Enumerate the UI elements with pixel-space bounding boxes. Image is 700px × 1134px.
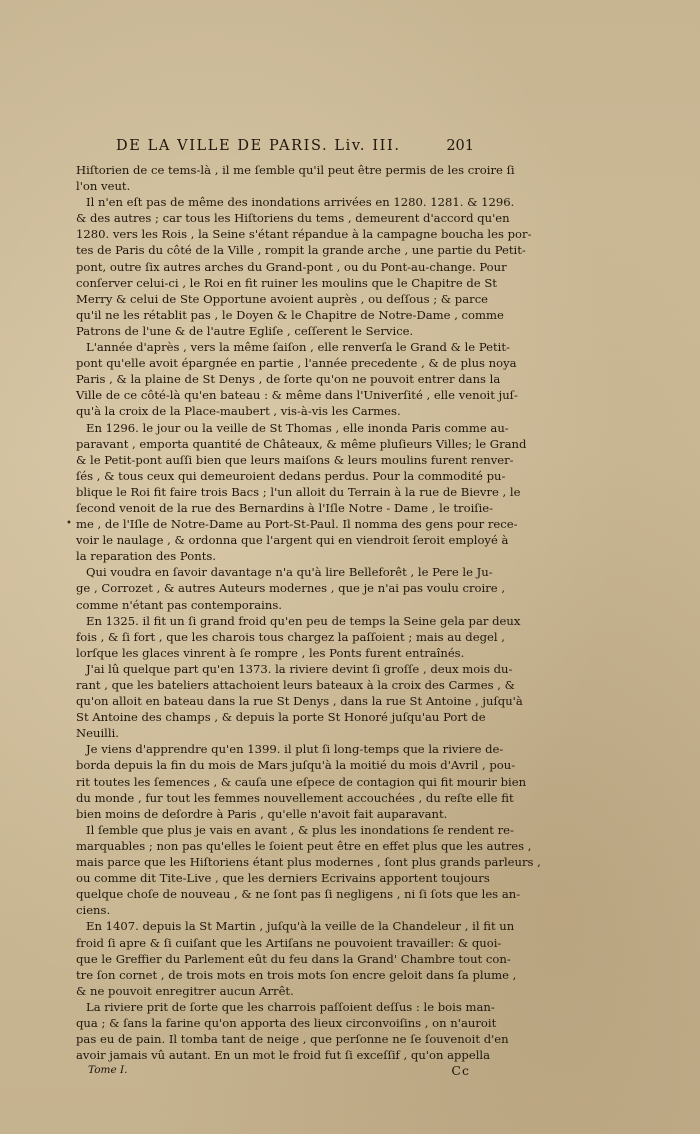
text-line: bien moins de deſordre à Paris , qu'elle n'avoit fait auparavant.	[76, 806, 448, 821]
text-line: Il ſemble que plus je vais en avant , & plus les inondations ſe rendent re-	[86, 822, 514, 837]
text-line: tre ſon cornet , de trois mots en trois mots ſon encre geloit dans ſa plume ,	[76, 967, 517, 982]
signature-mark: Cc	[451, 1063, 470, 1079]
page-footer	[76, 1063, 472, 1081]
page-number: 201	[446, 138, 474, 154]
text-line: La riviere prit de ſorte que les charrois paſſoient deſſus : le bois man-	[86, 999, 495, 1014]
text-line: l'on veut.	[76, 179, 131, 194]
text-line: marquables ; non pas qu'elles le ſoient peut être en effet plus que les autres ,	[76, 838, 532, 853]
text-line: St Antoine des champs , & depuis la porte St Honoré juſqu'au Port de	[76, 710, 486, 725]
text-line: Qui voudra en ſavoir davantage n'a qu'à lire Belleforêt , le Pere le Ju-	[86, 565, 493, 580]
text-line: Neuilli.	[76, 726, 119, 741]
text-line: pont, outre ſix autres arches du Grand-pont , ou du Pont-au-change. Pour	[76, 259, 507, 274]
text-line: rant , que les bateliers attachoient leurs bateaux à la croix des Carmes , &	[76, 678, 515, 692]
text-line: qu'il ne les rétablit pas , le Doyen & le Chapitre de Notre-Dame , comme	[76, 307, 504, 322]
text-line: borda depuis la fin du mois de Mars juſqu'à la moitié du mois d'Avril , pou-	[76, 758, 516, 773]
text-line: Il n'en eſt pas de même des inondations arrivées en 1280. 1281. & 1296.	[86, 195, 515, 210]
text-line: Hiſtorien de ce tems-là , il me ſemble qu'il peut être permis de les croire ſi	[76, 163, 515, 177]
text-line: la reparation des Ponts.	[76, 549, 216, 564]
text-line: ſecond venoit de la rue des Bernardins à l'Iſle Notre - Dame , le troiſie-	[76, 500, 494, 515]
text-line: Merry & celui de Ste Opportune avoient auprès , ou deſſous ; & parce	[76, 291, 489, 306]
text-line: En 1296. le jour ou la veille de St Thomas , elle inonda Paris comme au-	[86, 420, 509, 435]
text-line: & des autres ; car tous les Hiſtoriens du tems , demeurent d'accord qu'en	[76, 211, 510, 226]
text-line: En 1407. depuis la St Martin , juſqu'à la veille de la Chandeleur , il fit un	[86, 919, 515, 934]
text-line: Paris , & la plaine de St Denys , de ſorte qu'on ne pouvoit entrer dans la	[76, 372, 501, 387]
text-line: comme n'étant pas contemporains.	[76, 597, 282, 612]
text-line: Ville de ce côté-là qu'en bateau : & même dans l'Univerſité , elle venoit juſ-	[76, 388, 518, 403]
text-line: froid ſi apre & ſi cuiſant que les Artiſans ne pouvoient travailler: & quoi-	[76, 935, 502, 950]
text-line: rit toutes les ſemences , & cauſa une eſpece de contagion qui fit mourir bien	[76, 774, 527, 789]
running-head	[76, 138, 472, 160]
text-line: ſés , & tous ceux qui demeuroient dedans perdus. Pour la commodité pu-	[76, 468, 506, 483]
text-line: ciens.	[76, 903, 111, 918]
margin-dot: •	[66, 518, 72, 529]
volume-mark: Tome I.	[88, 1064, 128, 1077]
text-line: Patrons de l'une & de l'autre Egliſe , ceſſerent le Service.	[76, 323, 414, 338]
text-line: blique le Roi fit faire trois Bacs ; l'un alloit du Terrain à la rue de Bievre , le	[76, 484, 521, 499]
body-text	[76, 162, 541, 1063]
text-line: fois , & ſi fort , que les charois tous chargez la paſſoient ; mais au degel ,	[76, 629, 505, 644]
text-line: 1280. vers les Rois , la Seine s'étant répandue à la campagne boucha les por-	[76, 227, 532, 242]
text-line: pont qu'elle avoit épargnée en partie , l'année precedente , & de plus noya	[76, 356, 517, 371]
text-line: J'ai lû quelque part qu'en 1373. la riviere devint ſi groſſe , deux mois du-	[86, 661, 513, 676]
text-line: ge , Corrozet , & autres Auteurs modernes , que je n'ai pas voulu croire ,	[76, 581, 506, 596]
text-line: & ne pouvoit enregitrer aucun Arrêt.	[76, 983, 294, 998]
text-line: que le Greffier du Parlement eût du feu dans la Grand' Chambre tout con-	[76, 951, 511, 966]
text-line: mais parce que les Hiſtoriens étant plus modernes , ſont plus grands parleurs ,	[76, 855, 541, 870]
text-line: pas eu de pain. Il tomba tant de neige , que perſonne ne ſe ſouvenoit d'en	[76, 1032, 509, 1047]
text-line: lorſque les glaces vinrent à ſe rompre , les Ponts furent entraînés.	[76, 645, 465, 660]
text-line: du monde , fur tout les femmes nouvellement accouchées , du reſte elle fit	[76, 790, 514, 805]
text-line: tes de Paris du côté de la Ville , rompit la grande arche , une partie du Petit-	[76, 243, 526, 258]
text-line: & le Petit-pont auſſi bien que leurs maiſons & leurs moulins furent renver-	[76, 452, 514, 467]
text-line: voir le naulage , & ordonna que l'argent qui en viendroit ſeroit employé à	[76, 533, 509, 548]
text-line: En 1325. il fit un ſi grand froid qu'en peu de temps la Seine gela par deux	[86, 613, 521, 628]
text-line: Je viens d'apprendre qu'en 1399. il plut ſi long-temps que la riviere de-	[86, 742, 504, 757]
text-line: conſerver celui-ci , le Roi en fit ruiner les moulins que le Chapitre de St	[76, 275, 497, 290]
text-line: ou comme dit Tite-Live , que les derniers Ecrivains apportent toujours	[76, 871, 490, 886]
text-line: qua ; & ſans la farine qu'on apporta des lieux circonvoiſins , on n'auroit	[76, 1015, 497, 1030]
running-head-title: DE LA VILLE DE PARIS. Liv. III.	[116, 138, 401, 154]
text-line: avoir jamais vû autant. En un mot le froid fut ſi exceſſif , qu'on appella	[76, 1048, 491, 1063]
text-line: me , de l'Iſle de Notre-Dame au Port-St-Paul. Il nomma des gens pour rece-	[76, 517, 518, 532]
text-block	[76, 138, 541, 1081]
text-line: qu'à la croix de la Place-maubert , vis-à-vis les Carmes.	[76, 404, 401, 419]
text-line: paravant , emporta quantité de Châteaux, & même pluſieurs Villes; le Grand	[76, 436, 527, 451]
text-line: qu'on alloit en bateau dans la rue St Denys , dans la rue St Antoine , juſqu'à	[76, 694, 523, 709]
text-line: L'année d'après , vers la même ſaiſon , elle renverſa le Grand & le Petit-	[86, 340, 510, 355]
text-line: quelque choſe de nouveau , & ne ſont pas ſi negligens , ni ſi ſots que les an-	[76, 887, 521, 902]
